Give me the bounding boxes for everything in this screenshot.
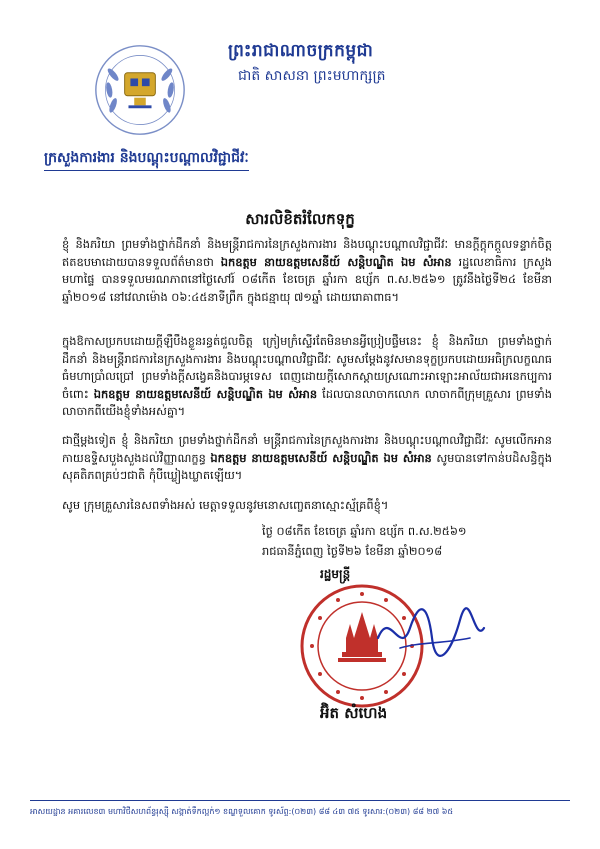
minister-name: អ៊ិត សំហេង <box>320 704 388 722</box>
lunar-date: ថ្ងៃ ០៨កើត ខែចេត្រ ឆ្នាំរកា ឧប្ស័ក ព.ស.២៥៦១ <box>262 524 467 538</box>
footer-divider <box>30 800 570 801</box>
minister-title: រដ្ឋមន្ត្រី <box>320 567 351 581</box>
ministry-underline <box>44 170 249 171</box>
ministry-name: ក្រសួងការងារ និងបណ្តុះបណ្តាលវិជ្ជាជីវៈ <box>44 150 249 166</box>
paragraph-prayer: ជាថ្មីម្តងទៀត ខ្ញុំ និងភរិយា ព្រមទាំងថ្នាក់ដឹកនាំ មន្ត្រីរាជការនៃក្រសួងការងារ និងបណ្តុះបណ្តាលវិជ្ជាជីវៈ សូមលើកអានកាយឧទ្ទិសបួងសួងដល់វិញ្ញាណក្ខន្ធ ឯកឧត្តម នាយឧត្តមសេនីយ៍ សន្តិបណ្ឌិត ឯម សំអាន សូមបានទៅកាន់បដិសន្ធិក្នុងសុគតិភពគ្រប់ៗជាតិ កុំបីឃ្លៀងឃ្លាតឡើយ។ <box>62 433 552 482</box>
solar-date: រាជធានីភ្នំពេញ ថ្ងៃទី២៦ ខែមីនា ឆ្នាំ២០១៨ <box>262 544 443 558</box>
paragraph-closing: សូម ក្រុមគ្រួសារនៃសពទាំងអស់ មេត្តាទទួលនូវមនោសញ្ចេតនាស្មោះស្ម័គ្រពីខ្ញុំ។ <box>62 498 389 512</box>
national-motto: ជាតិ សាសនា ព្រះមហាក្សត្រ <box>238 68 386 84</box>
kingdom-heading: ព្រះរាជាណាចក្រកម្ពុជា <box>228 41 374 61</box>
honoree-name: ឯកឧត្តម នាយឧត្តមសេនីយ៍ សន្តិបណ្ឌិត ឯម សំអាន <box>93 386 318 401</box>
footer-address: អាសយដ្ឋាន អគារលេខ៣ មហាវិថីសហព័ន្ធរុស្ស៊ី សង្កាត់ទឹកល្អក់១ ខណ្ឌទួលគោក ទូរស័ព្ទ:(០២៣) ៨៨ ៤៣ ៧៥ ទូរសារ:(០២៣) ៨៨ ២៧ ៦៥ <box>30 807 454 816</box>
paragraph-condolence: ក្នុងឱកាសប្រកបដោយក្តីឡឺបឹងខ្លួនរន្ធត់ជួលចិត្ត ក្រៀមក្រំស្ទើរតែមិនមានអ្វីប្រៀបផ្ទឹមនេះ ខ្ញុំ និងភរិយា ព្រមទាំងថ្នាក់ដឹកនាំ និងមន្ត្រីរាជការនៃក្រសួងការងារ និងបណ្តុះបណ្តាលវិជ្ជាជីវៈ សូមសម្តែងនូវសមានទុក្ខប្រកបដោយអធិក្រលក្ខណធធំមហាប្រាំលប្រៅ ព្រមទាំងក្តីសង្វេគនិងបារម្ភទេស ពេញដោយក្តីសោកស្តាយស្រណោះអាឡោះអាល័យជាអនេកប្បការចំពោះ ឯកឧត្តម នាយឧត្តមសេនីយ៍ សន្តិបណ្ឌិត ឯម សំអាន ដែលបានលាចាកលោក លាចាកពីក្រុមគ្រួសារ ព្រមទាំងលាចាកពីយើងខ្ញុំទាំងអស់គ្នា។ <box>62 334 552 418</box>
honoree-name: ឯកឧត្តម នាយឧត្តមសេនីយ៍ សន្តិបណ្ឌិត ឯម សំអាន <box>220 254 452 269</box>
letter-title: សារលិខិតរំលែកទុក្ខ <box>245 210 355 228</box>
handwritten-signature-icon <box>370 598 490 670</box>
paragraph-announcement: ខ្ញុំ និងភរិយា ព្រមទាំងថ្នាក់ដឹកនាំ និងមន្ត្រីរាជការនៃក្រសួងការងារ និងបណ្តុះបណ្តាលវិជ្ជាជីវៈ មានក្តីក្តុកក្តួលទន្ទាក់ចិត្តឥតឧបមាដោយបានទទួលព័ត៌មានថា ឯកឧត្តម នាយឧត្តមសេនីយ៍ សន្តិបណ្ឌិត ឯម សំអាន រដ្ឋលេខាធិការ ក្រសួងមហាផ្ទៃ បានទទួលមរណភាពនៅថ្ងៃសៅរ៍ ០៨កើត ខែចេត្រ ឆ្នាំរកា ឧប្ស័ក ព.ស.២៥៦១ ត្រូវនឹងថ្ងៃទី២៤ ខែមីនា ឆ្នាំ២០១៨ នៅវេលាម៉ោង ០៦:៤៥នាទីព្រឹក ក្នុងជន្មាយុ ៧១ឆ្នាំ ដោយរោគាពាធ។ <box>62 237 552 304</box>
honoree-name: ឯកឧត្តម នាយឧត្តមសេនីយ៍ សន្តិបណ្ឌិត ឯម សំអាន <box>210 450 432 465</box>
ministry-logo-icon <box>92 42 188 138</box>
